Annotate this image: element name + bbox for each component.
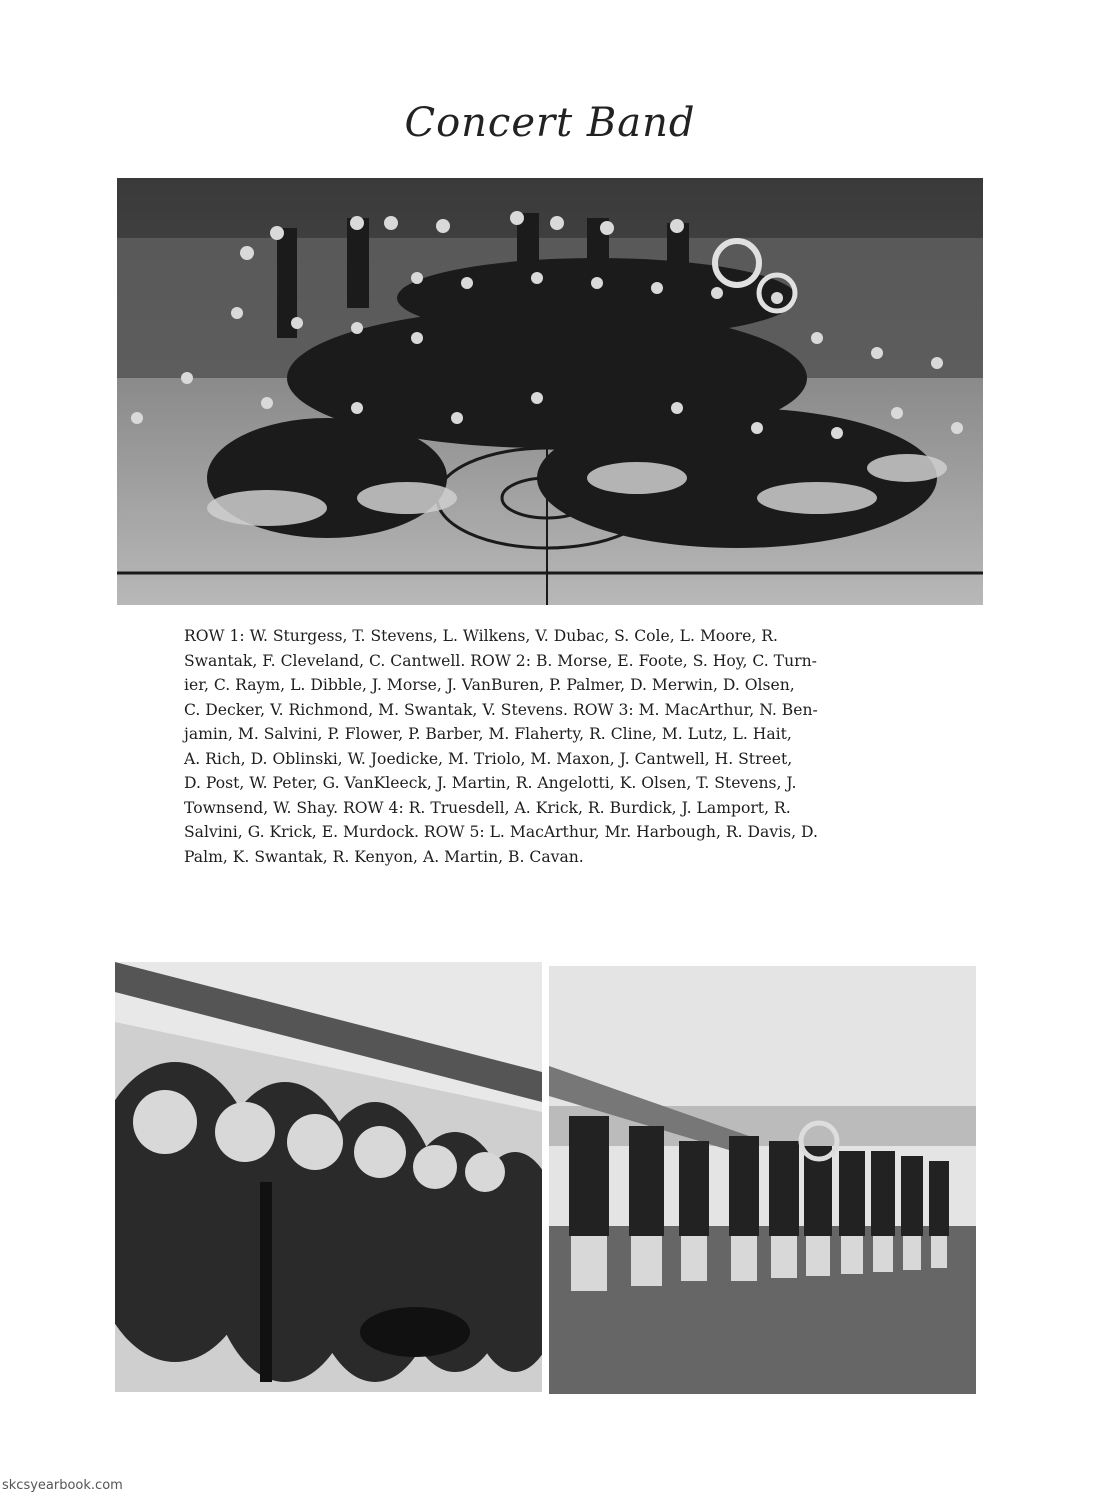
roster-line: Swantak, F. Cleveland, C. Cantwell. ROW 2: B. Morse, E. Foote, S. Hoy, C. Turn-: [184, 651, 817, 670]
roster-line: D. Post, W. Peter, G. VanKleeck, J. Martin, R. Angelotti, K. Olsen, T. Stevens, J.: [184, 774, 797, 792]
roster-line: Salvini, G. Krick, E. Murdock. ROW 5: L. MacArthur, Mr. Harbough, R. Davis, D.: [184, 823, 818, 841]
page-title: Concert Band: [404, 100, 696, 146]
roster-line: Palm, K. Swantak, R. Kenyon, A. Martin, B. Cavan.: [184, 847, 584, 866]
roster-caption: [184, 624, 920, 869]
roster-line: jamin, M. Salvini, P. Flower, P. Barber, M. Flaherty, R. Cline, M. Lutz, L. Hait,: [184, 725, 792, 743]
roster-line: A. Rich, D. Oblinski, W. Joedicke, M. Triolo, M. Maxon, J. Cantwell, H. Street,: [184, 749, 793, 768]
site-watermark: skcsyearbook.com: [2, 1478, 123, 1493]
band-in-stands-photo: [115, 962, 542, 1392]
roster-line: ier, C. Raym, L. Dibble, J. Morse, J. VanBuren, P. Palmer, D. Merwin, D. Olsen,: [184, 676, 795, 694]
roster-line: C. Decker, V. Richmond, M. Swantak, V. Stevens. ROW 3: M. MacArthur, N. Ben-: [184, 700, 818, 719]
marching-band-field-photo: [549, 966, 976, 1394]
roster-line: Townsend, W. Shay. ROW 4: R. Truesdell, A. Krick, R. Burdick, J. Lamport, R.: [184, 798, 791, 817]
roster-line: ROW 1: W. Sturgess, T. Stevens, L. Wilkens, V. Dubac, S. Cole, L. Moore, R.: [184, 627, 778, 645]
band-group-photo: [117, 178, 983, 605]
